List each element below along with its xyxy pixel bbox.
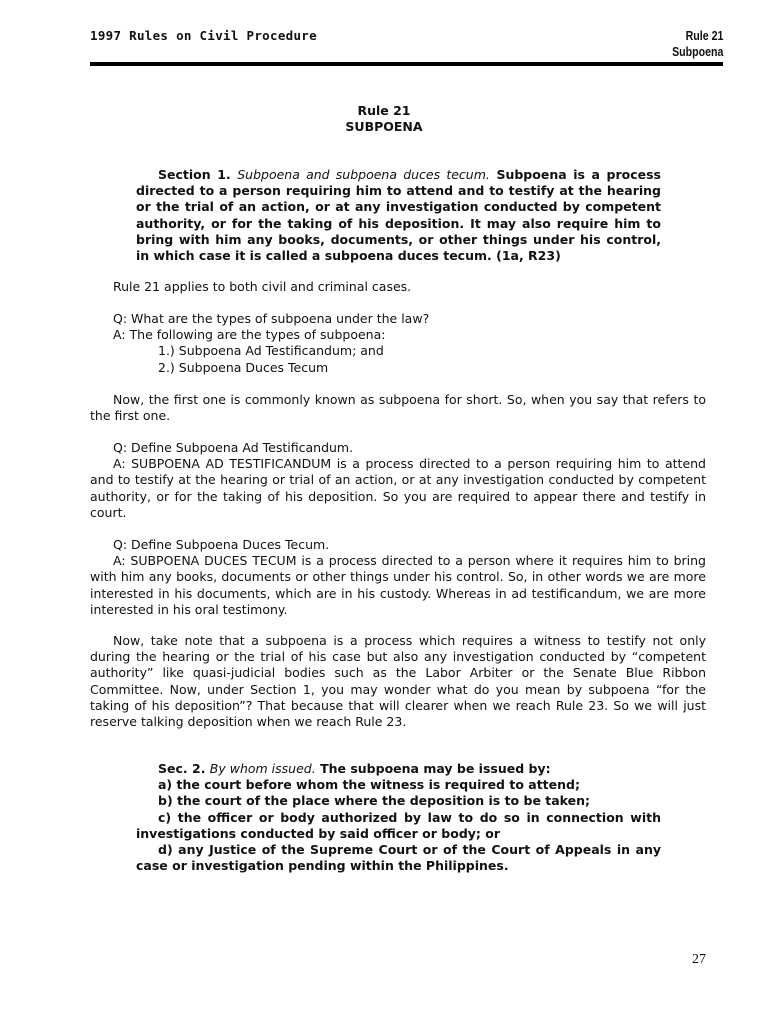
answer-ad-testificandum: A: SUBPOENA AD TESTIFICANDUM is a process directed to a person requiring him to attend and to testify at the hearing or trial of an action, or at any investigation conducted by competent authority, or for the taking of his deposition. So you are required to appear there and testify in court.: [90, 456, 706, 520]
header-book-title: 1997 Rules on Civil Procedure: [90, 28, 317, 43]
list-item: 1.) Subpoena Ad Testificandum; and: [158, 343, 384, 359]
section-2-title: By whom issued.: [209, 761, 316, 776]
section-2-item: d) any Justice of the Supreme Court or of the Court of Appeals in any case or investigation pending within the Philippines.: [136, 842, 661, 874]
section-2-intro: The subpoena may be issued by:: [320, 761, 551, 776]
section-1-title: Subpoena and subpoena duces tecum.: [237, 167, 490, 182]
section-2-item: b) the court of the place where the deposition is to be taken;: [158, 793, 591, 809]
commentary-ad-testificandum: [90, 440, 706, 521]
section-2-label: Sec. 2.: [158, 761, 206, 776]
section-2-item: a) the court before whom the witness is required to attend;: [158, 777, 580, 793]
commentary-types: [90, 311, 706, 376]
question-types: Q: What are the types of subpoena under the law?: [113, 311, 430, 326]
commentary-duces-tecum: [90, 537, 706, 618]
paragraph-competent-authority: Now, take note that a subpoena is a process which requires a witness to testify not only during the hearing or the trial of his case but also any investigation conducted by “competent authority” like quasi-judicial bodies such as the Labor Arbiter or the Senate Blue Ribbon Committee. Now, under Section 1, you may wonder what do you mean by subpoena “for the taking of his deposition”? That because that will clearer when we reach Rule 23. So we will just reserve talking deposition when we reach Rule 23.: [90, 633, 706, 730]
header-divider: [90, 62, 723, 66]
question-ad-testificandum: Q: Define Subpoena Ad Testificandum.: [113, 440, 354, 455]
rule-name-heading: SUBPOENA: [345, 119, 423, 134]
section-1-text: Subpoena is a process directed to a person requiring him to attend and to testify at the hearing or the trial of an action, or at any investigation conducted by competent authority, or for the taking of his deposition. It may also require him to bring with him any books, documents, or other things under his control, in which case it is called a subpoena duces tecum. (1a, R23): [136, 167, 661, 264]
paragraph-first-one: Now, the first one is commonly known as subpoena for short. So, when you say that refers to the first one.: [90, 392, 706, 424]
answer-types: A: The following are the types of subpoena:: [113, 327, 386, 343]
section-2-item: c) the officer or body authorized by law to do so in connection with investigations conducted by said officer or body; or: [136, 809, 661, 841]
section-1-label: Section 1.: [158, 167, 231, 182]
running-header: [90, 28, 723, 62]
subpoena-types-list: [90, 343, 706, 375]
header-rule-label: [672, 28, 723, 60]
section-2-provision: [136, 761, 661, 874]
header-rule-name: Subpoena: [671, 45, 723, 59]
section-1-provision: [136, 167, 661, 264]
page-title: [0, 103, 768, 135]
answer-duces-tecum: A: SUBPOENA DUCES TECUM is a process directed to a person where it requires him to bring with him any books, documents or other things under his control. So, in other words we are more interested in his documents, which are in his custody. Whereas in ad testificandum, we are more interested in his oral testimony.: [90, 553, 706, 617]
question-duces-tecum: Q: Define Subpoena Duces Tecum.: [113, 537, 330, 552]
paragraph-rule-applies: Rule 21 applies to both civil and criminal cases.: [113, 279, 412, 294]
commentary-block-1: [90, 279, 706, 295]
header-rule-number: Rule 21: [685, 29, 723, 43]
page-number: 27: [692, 952, 706, 967]
commentary-competent-authority: [90, 633, 706, 730]
commentary-first-one: [90, 392, 706, 424]
rule-number-heading: Rule 21: [357, 103, 411, 118]
list-item: 2.) Subpoena Duces Tecum: [158, 359, 329, 375]
